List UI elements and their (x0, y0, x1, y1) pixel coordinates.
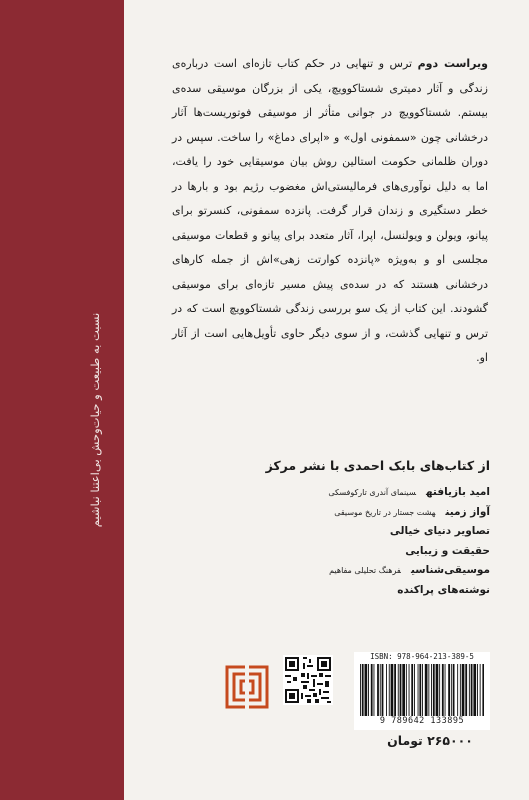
price-label: ۲۶۵۰۰۰ تومان (387, 733, 473, 748)
book-item: امید بازیافتهسینمای آندری تارکوفسکی (328, 486, 490, 498)
spine-slogan: نسبت به طبیعت و حیات‌وحش بی‌اعتنا نباشیم (88, 312, 102, 528)
blurb-paragraph: ویراست دوم ترس و تنهایی در حکم کتاب تازه‌ای است درباره‌ی زندگی و آثار دمیتری شستاکوویچ، یکی از بزرگان موسیقی سده‌ی بیستم. شستاکوویچ در جوانی متأثر از موسیقی فوتوریست‌ها آثار درخشانی چون «سمفونی اول» و «اپرای دماغ» را ساخت. سپس در دوران ظلمانی حکومت استالین روش بیان موسیقایی خود را یافت، اما به دلیل نوآوری‌های فرمالیستی‌اش مغضوب رژیم بود و بارها در خطر دستگیری و زندان قرار گرفت. پانزده سمفونی، کنسرتو برای پیانو، ویولن و ویولنسل، اپرا، آثار متعدد برای پیانو و قطعات موسیقی مجلسی او و به‌ویژه «پانزده کوارتت زهی»اش از جمله کارهای درخشانی هستند که در سده‌ی پیش مسیر تازه‌ای برای موسیقی گشودند. این کتاب از یک سو بررسی زندگی شستاکوویچ است که در ترس و تنهایی گذشت، و از سوی دیگر حاوی تأویل‌هایی است از آثار او. (172, 57, 489, 364)
isbn-text: ISBN: 978-964-213-389-5 (370, 652, 474, 661)
book-list (210, 483, 490, 600)
book-item: نوشته‌های پراکنده (397, 583, 490, 596)
other-books-title: از کتاب‌های بابک احمدی با نشر مرکز (265, 458, 490, 473)
book-item: حقیقت و زیبایی (405, 544, 490, 557)
book-item: موسیقی‌شناسیفرهنگ تحلیلی مفاهیم (329, 564, 490, 576)
spine-band (0, 0, 124, 800)
barcode-number: 9 789642 133895 (379, 716, 465, 726)
qr-code-icon (283, 655, 333, 705)
publisher-logo-icon (217, 657, 277, 717)
book-item: آواز زمینهشت جستار در تاریخ موسیقی (334, 505, 490, 518)
book-item: تصاویر دنیای خیالی (389, 525, 490, 537)
barcode-block (354, 652, 490, 730)
other-books-section (210, 458, 490, 600)
edition-label: ویراست دوم (417, 57, 488, 70)
barcode-icon (360, 664, 484, 716)
back-cover-blurb (172, 52, 488, 371)
